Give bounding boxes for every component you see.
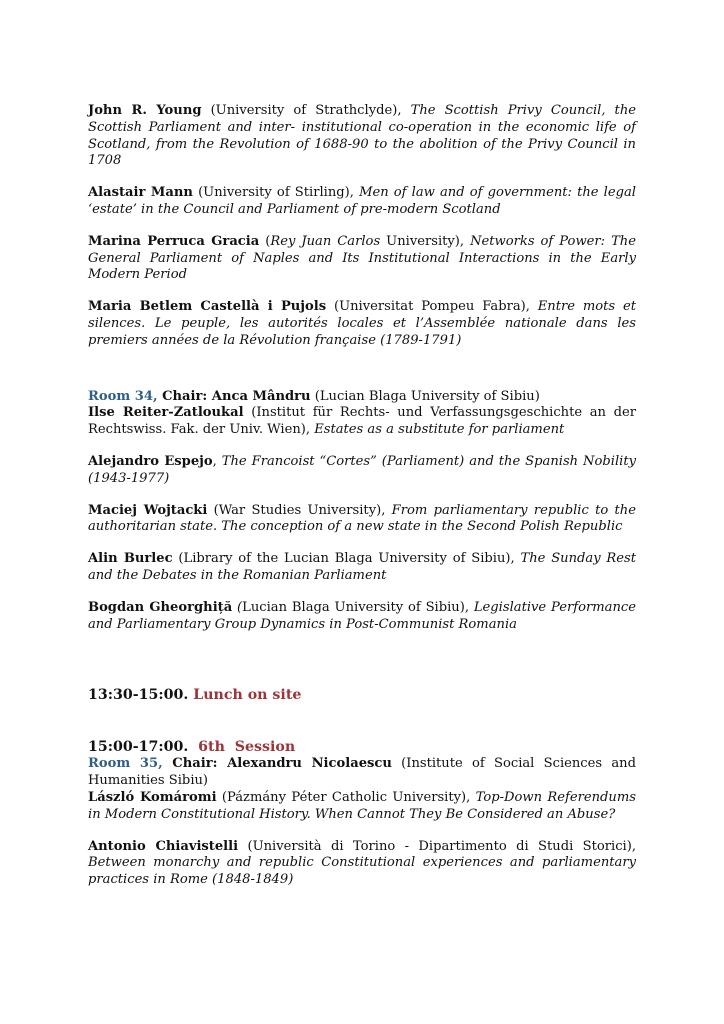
presentation-entry: [88, 551, 636, 585]
presenter-name: Antonio Chiavistelli: [88, 838, 239, 854]
presenter-affiliation-close: Lucian Blaga University of Sibiu),: [242, 599, 474, 615]
presenter-affiliation: (University of Strathclyde),: [201, 103, 411, 118]
presentation-entry: [88, 299, 636, 349]
presenter-name: Marina Perruca Gracia: [88, 233, 260, 249]
presentation-entry: [88, 234, 636, 284]
presenter-affiliation-open: (: [259, 233, 271, 249]
presentation-title: The Sunday Rest and the Debates in the Romanian Parliament: [88, 551, 636, 583]
presentation-entry: [88, 405, 636, 439]
spacer: [88, 648, 636, 686]
presenter-name: Alejandro Espejo: [88, 453, 213, 469]
room-header: [88, 756, 636, 790]
presenter-name: Bogdan Gheorghiță: [88, 599, 233, 615]
presenter-affiliation: (Università di Torino - Dipartimento di Studi Storici),: [238, 838, 637, 854]
session-header: [88, 738, 636, 756]
presentation-title: Top-Down Referendums in Modern Constitutional History. When Cannot They Be Considered an Abuse?: [88, 789, 637, 822]
presenter-name: Alastair Mann: [88, 185, 193, 201]
spacer: [88, 704, 636, 738]
spacer: [88, 365, 636, 389]
presentation-title: Estates as a substitute for parliament: [314, 422, 565, 438]
presenter-affiliation: (Pázmány Péter Catholic University),: [216, 789, 476, 805]
presentation-title: Between monarchy and republic Constitutional experiences and parliamentary practices in Rome (1848-1849): [88, 855, 636, 888]
presenter-name: Alin Burlec: [88, 551, 173, 567]
presentation-title: The Scottish Privy Council, the Scottish Parliament and inter- institutional co-operation in the economic life of Scotland, from the Revolution of 1688-90 to the abolition of the Privy Council in 1708: [88, 103, 636, 169]
presentation-entry: [88, 503, 636, 537]
presenter-name: Maciej Wojtacki: [88, 502, 208, 518]
presentation-entry: [88, 600, 636, 634]
presentation-entry: [88, 454, 636, 488]
presenter-affiliation: ,: [212, 453, 222, 469]
chair-name: Chair: Anca Mândru: [157, 388, 311, 404]
presenter-affiliation-italic: (: [237, 599, 243, 615]
session-label: 6th Session: [188, 739, 296, 756]
presentation-title: The Francoist “Cortes” (Parliament) and the Spanish Nobility (1943-1977): [88, 453, 636, 486]
presentation-title: Networks of Power: The General Parliament of Naples and Its Institutional Interactions in the Early Modern Period: [88, 233, 636, 283]
presentation-entry: [88, 790, 636, 824]
chair-name: Chair: Alexandru Nicolaescu: [162, 756, 392, 772]
presenter-affiliation-italic: Rey Juan Carlos: [270, 233, 381, 249]
room-header: [88, 389, 636, 406]
presenter-affiliation: (Library of the Lucian Blaga University of Sibiu),: [172, 551, 521, 567]
presenter-name: Maria Betlem Castellà i Pujols: [88, 299, 327, 315]
presentation-title: From parliamentary republic to the authoritarian state. The conception of a new state in the Second Polish Republic: [88, 502, 636, 535]
room-label: Room 34,: [88, 388, 158, 404]
presenter-name: László Komáromi: [88, 789, 217, 805]
program-page: [88, 103, 636, 904]
presentation-entry: [88, 103, 636, 170]
presenter-affiliation: (University of Stirling),: [192, 185, 360, 201]
presentation-title: Legislative Performance and Parliamentary Group Dynamics in Post-Communist Romania: [88, 599, 636, 632]
presentation-entry: [88, 185, 636, 219]
chair-affiliation: (Institute of Social Sciences and Humanities Sibiu): [88, 756, 636, 789]
presenter-affiliation: (War Studies University),: [207, 502, 392, 518]
presenter-affiliation: (Institut für Rechts- und Verfassungsgeschichte an der Rechtswiss. Fak. der Univ. Wien),: [88, 405, 636, 438]
presenter-name: John R. Young: [88, 103, 202, 118]
presentation-entry: [88, 839, 636, 889]
lunch-time: 13:30-15:00.: [88, 687, 189, 704]
session-time: 15:00-17:00.: [88, 739, 189, 756]
presentation-title: Men of law and of government: the legal ‘estate’ in the Council and Parliament of pre-modern Scotland: [88, 185, 636, 217]
presenter-affiliation-close: University),: [380, 233, 471, 249]
presenter-name: Ilse Reiter-Zatloukal: [88, 405, 244, 421]
lunch-line: [88, 686, 636, 704]
chair-affiliation: (Lucian Blaga University of Sibiu): [310, 388, 540, 404]
room-label: Room 35,: [88, 756, 163, 772]
presentation-title: Entre mots et silences. Le peuple, les autorités locales et l’Assemblée nationale dans les premiers années de la Révolution française (1789-1791): [88, 299, 636, 348]
presenter-affiliation: (Universitat Pompeu Fabra),: [326, 299, 538, 315]
lunch-label: Lunch on site: [188, 687, 302, 704]
